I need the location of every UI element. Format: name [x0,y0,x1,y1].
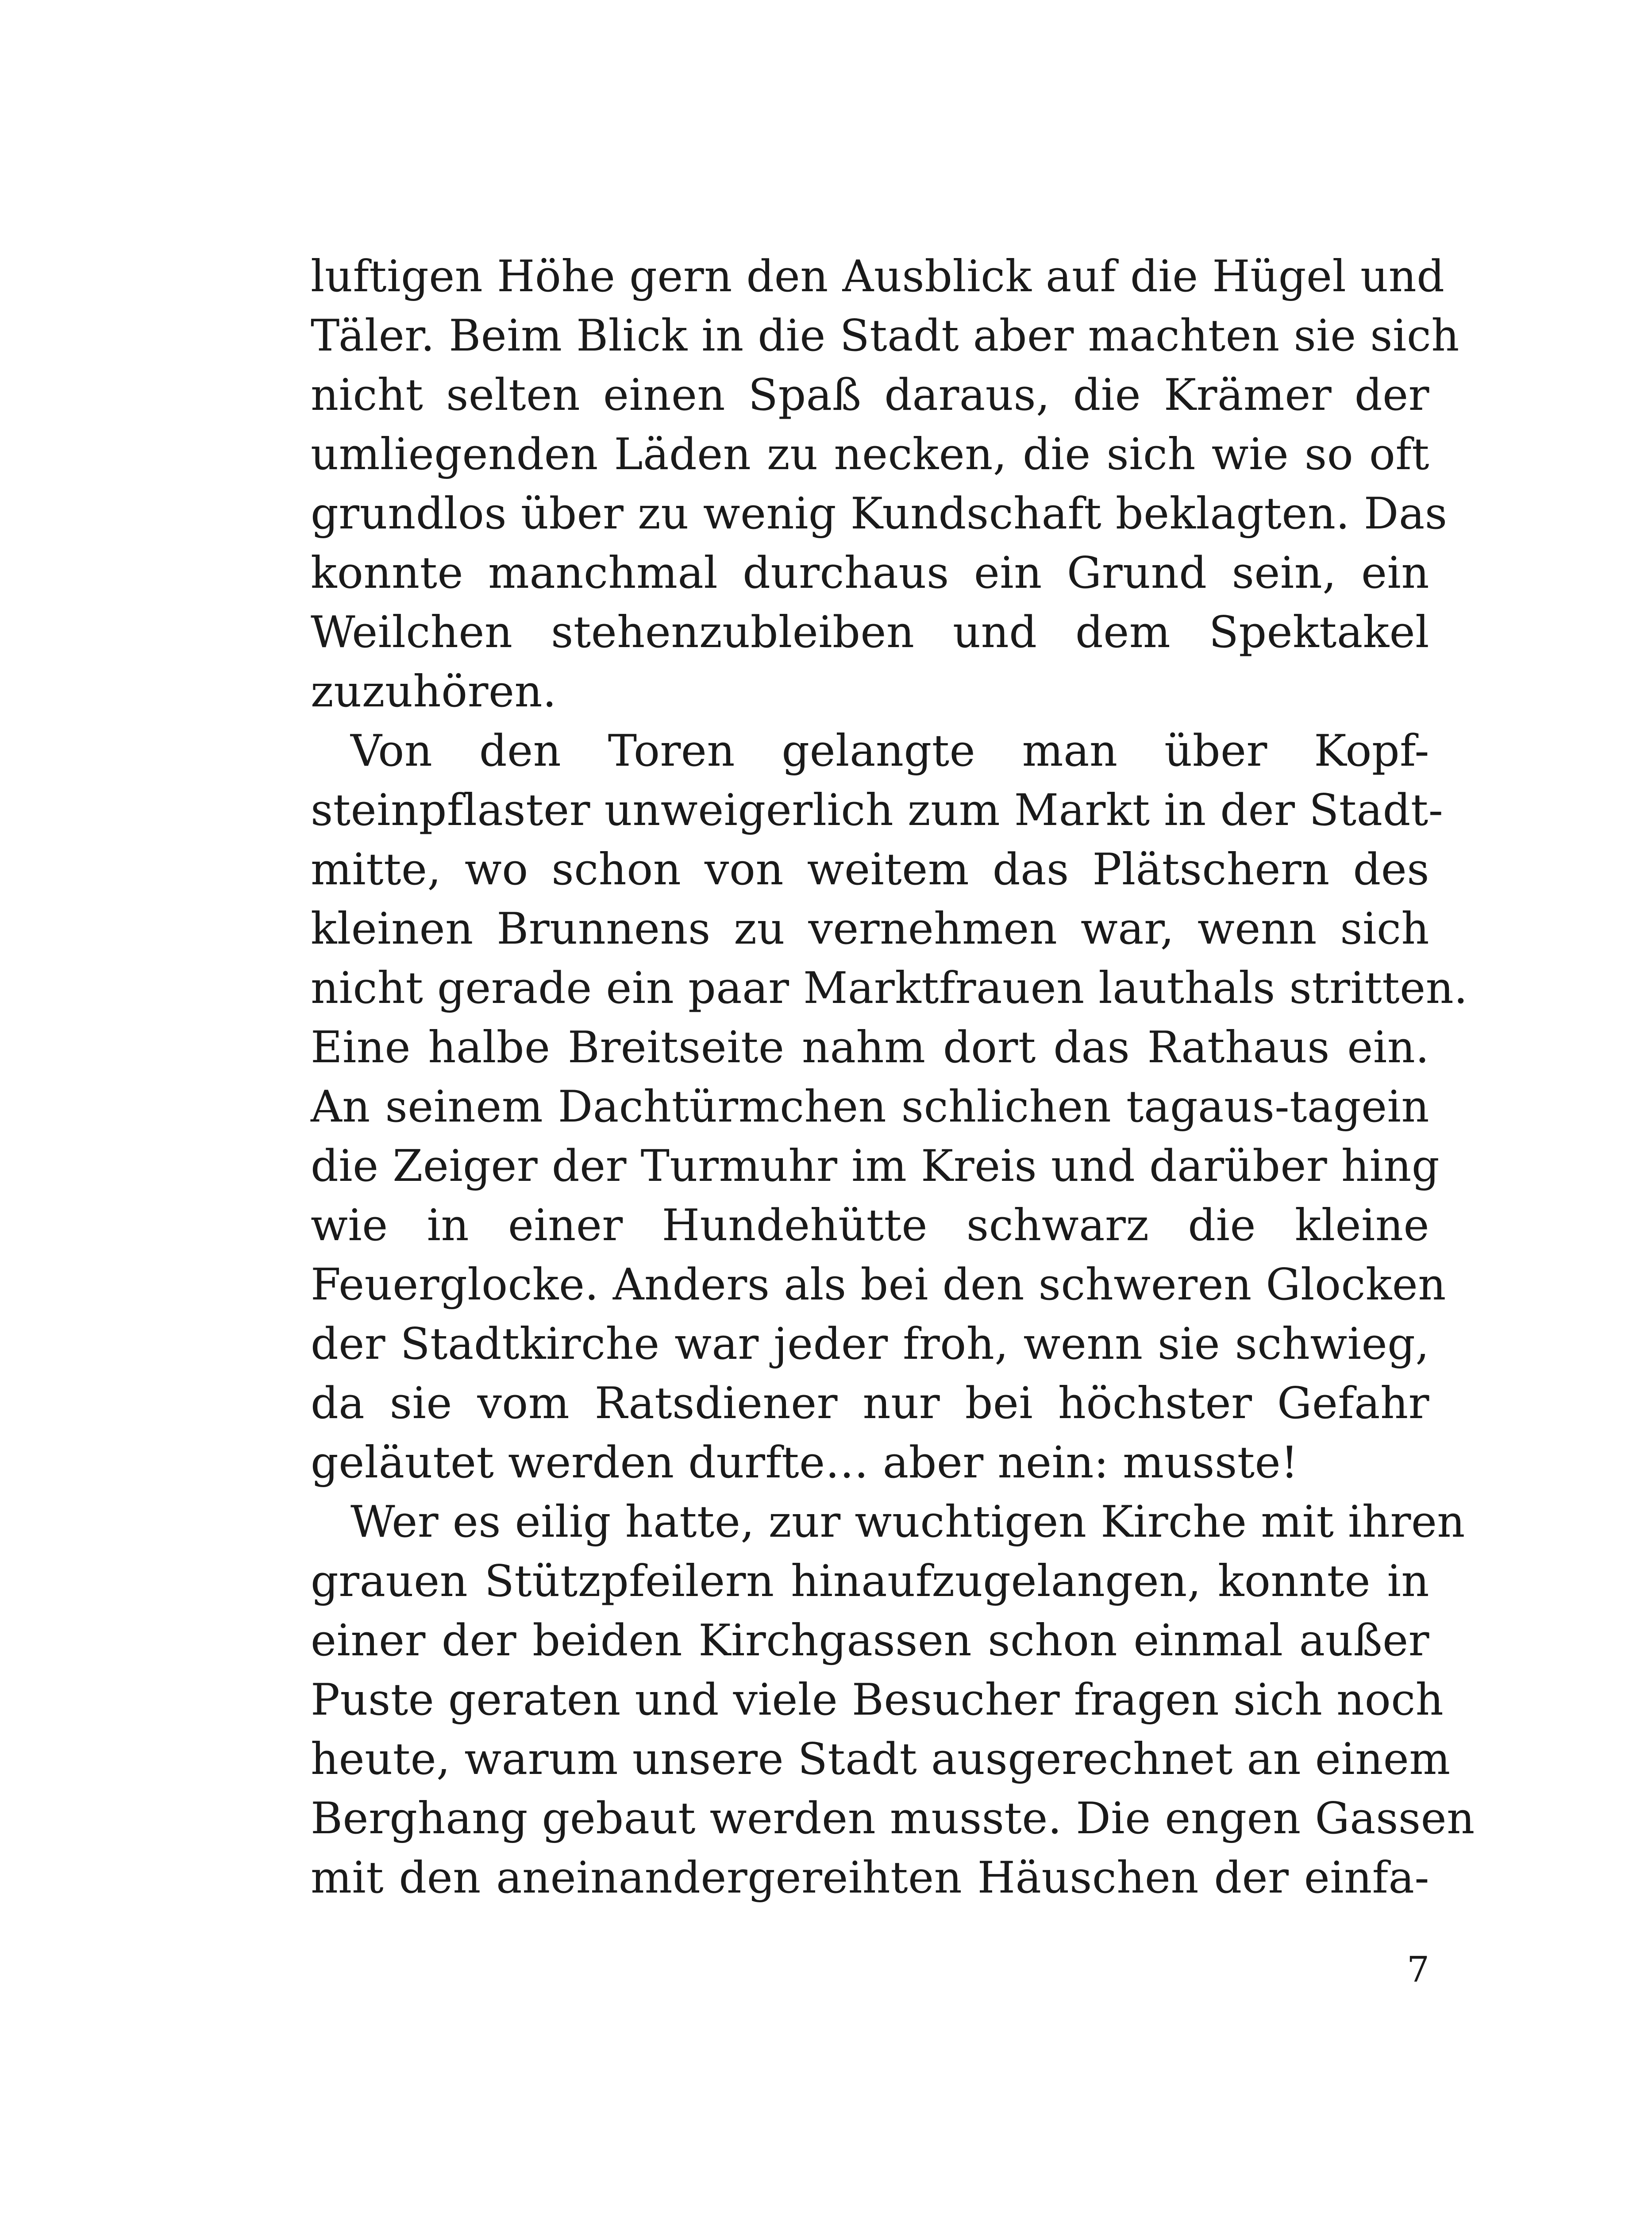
text-line: umliegenden Läden zu necken, die sich wie so oft [311,429,1429,480]
text-line: luftigen Höhe gern den Ausblick auf die Hügel und [311,251,1445,302]
text-line: Von den Toren gelangte man über Kopf- [350,726,1429,776]
text-line: Puste geraten und viele Besucher fragen sich noch [311,1675,1444,1725]
text-line: Täler. Beim Blick in die Stadt aber machten sie sich [311,311,1459,361]
text-line: mitte, wo schon von weitem das Plätschern des [311,844,1429,895]
text-line: da sie vom Ratsdiener nur bei höchster Gefahr [311,1378,1429,1429]
text-line: der Stadtkirche war jeder froh, wenn sie schwieg, [311,1319,1429,1369]
page-number: 7 [1407,1949,1429,1990]
text-line: Weilchen stehenzubleiben und dem Spektakel [311,607,1429,658]
text-line: Wer es eilig hatte, zur wuchtigen Kirche mit ihren [350,1497,1465,1547]
text-line: grauen Stützpfeilern hinaufzugelangen, konnte in [311,1556,1429,1607]
text-line: steinpflaster unweigerlich zum Markt in der Stadt- [311,785,1444,836]
text-line: Eine halbe Breitseite nahm dort das Rathaus ein. [311,1022,1429,1073]
text-line: heute, warum unsere Stadt ausgerechnet an einem [311,1734,1451,1785]
text-line: mit den aneinandergereihten Häuschen der einfa- [311,1853,1429,1903]
text-line: Feuerglocke. Anders als bei den schweren Glocken [311,1260,1446,1310]
text-line: nicht selten einen Spaß daraus, die Krämer der [311,370,1429,420]
text-line: zuzuhören. [311,667,557,717]
text-line: An seinem Dachtürmchen schlichen tagaus-tagein [311,1082,1429,1132]
text-line: geläutet werden durfte… aber nein: musste! [311,1438,1299,1488]
text-line: grundlos über zu wenig Kundschaft beklagten. Das [311,489,1448,539]
text-line: nicht gerade ein paar Marktfrauen lauthals stritten. [311,963,1468,1014]
text-line: die Zeiger der Turmuhr im Kreis und darüber hing [311,1141,1440,1191]
text-line: wie in einer Hundehütte schwarz die kleine [311,1200,1429,1251]
text-line: kleinen Brunnens zu vernehmen war, wenn sich [311,904,1429,954]
body-text [311,247,1475,1908]
text-line: einer der beiden Kirchgassen schon einmal außer [311,1615,1429,1666]
text-line: konnte manchmal durchaus ein Grund sein, ein [311,548,1429,598]
text-line: Berghang gebaut werden musste. Die engen Gassen [311,1793,1475,1844]
